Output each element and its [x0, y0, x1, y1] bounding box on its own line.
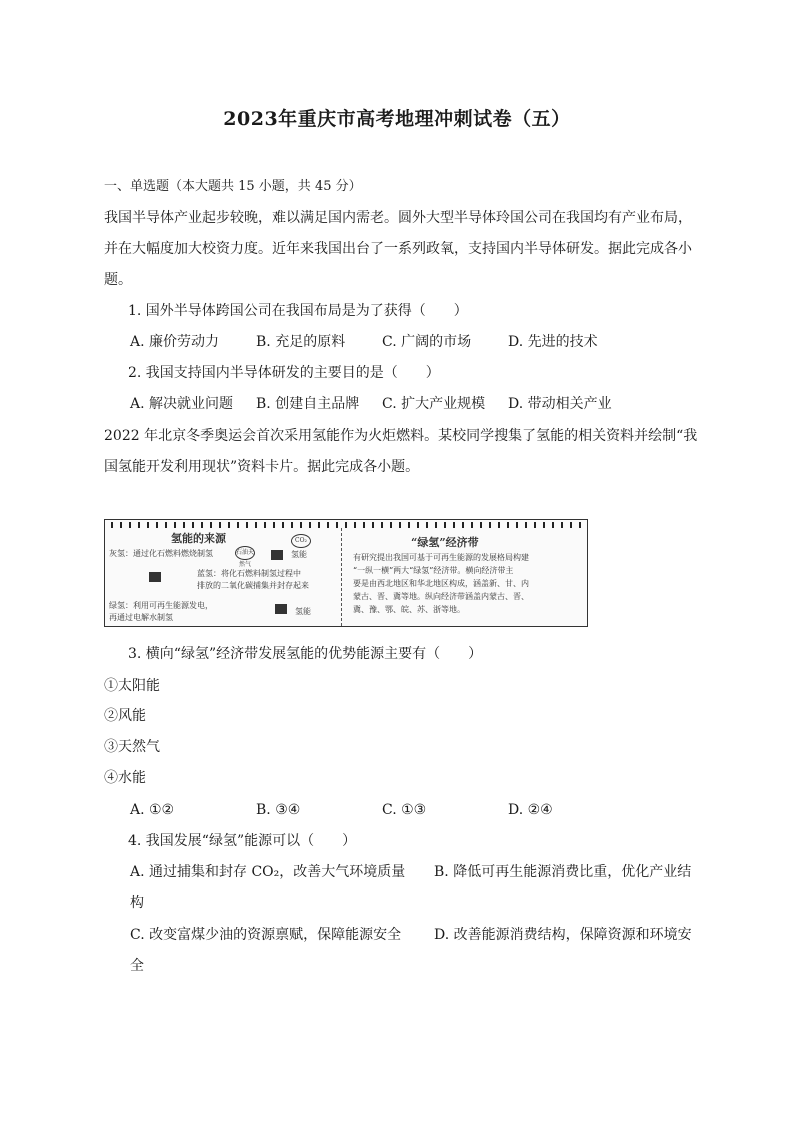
- question-3-stem: 3. 横向“绿氢”经济带发展氢能的优势能源主要有（ ）: [128, 646, 483, 662]
- passage-1-line-2: 并在大幅度加大校资力度。近年来我国出台了一系列政氧，支持国内半导体研发。据此完成各小: [104, 241, 692, 257]
- q3-option-a[interactable]: A. ①②: [130, 802, 175, 818]
- blue-hydrogen-text-1: 蓝氢：将化石燃料制氢过程中: [197, 569, 301, 578]
- q3-option-d[interactable]: D. ②④: [508, 802, 553, 818]
- q3-item-3: ③天然气: [104, 739, 160, 755]
- q4-option-c[interactable]: C. 改变富煤少油的资源禀赋，保障能源安全: [130, 927, 402, 943]
- question-3-options: [130, 800, 720, 820]
- q3-item-2: ②风能: [104, 708, 146, 724]
- passage-2-line-1: 2022 年北京冬季奥运会首次采用氢能作为火炬燃料。某校同学搜集了氢能的相关资料并绘制“我: [104, 428, 698, 444]
- passage-1-line-1: 我国半导体产业起步较晚，难以满足国内需老。圆外大型半导体玲国公司在我国均有产业布局，: [104, 210, 692, 226]
- green-hydrogen-belt-title: “绿氢”经济带: [411, 536, 479, 549]
- page-title: 2023年重庆市高考地理冲刺试卷（五）: [223, 108, 571, 130]
- question-4-stem: 4. 我国发展“绿氢”能源可以（ ）: [128, 833, 357, 849]
- section-heading: 一、单选题（本大题共 15 小题，共 45 分）: [104, 179, 362, 194]
- q2-option-d[interactable]: D. 带动相关产业: [508, 396, 612, 412]
- q1-option-d[interactable]: D. 先进的技术: [508, 334, 598, 350]
- q2-option-b[interactable]: B. 创建自主品牌: [256, 396, 360, 412]
- factory-icon: [271, 550, 283, 560]
- q3-option-b[interactable]: B. ③④: [256, 802, 301, 818]
- belt-text-line-1: 有研究提出我国可基于可再生能源的发展格局构建: [353, 553, 529, 562]
- hydrogen-label-1: 氢能: [291, 550, 307, 559]
- green-hydrogen-text-1: 绿氢：利用可再生能源发电，: [109, 601, 213, 610]
- green-hydrogen-text-2: 再通过电解水制氢: [109, 613, 173, 622]
- factory-icon-2: [149, 572, 161, 582]
- hydrogen-source-title: 氢能的来源: [171, 532, 226, 545]
- oil-gas-badge: 石油天然气: [235, 546, 255, 560]
- q4-option-b[interactable]: B. 降低可再生能源消费比重，优化产业结: [434, 864, 692, 880]
- hydrogen-info-card: [104, 519, 588, 627]
- q1-option-c[interactable]: C. 广阔的市场: [382, 334, 472, 350]
- hydrogen-source-panel: [105, 528, 342, 626]
- q3-item-4: ④水能: [104, 770, 146, 786]
- q1-option-a[interactable]: A. 廉价劳动力: [130, 334, 220, 350]
- question-2-options: [130, 394, 720, 414]
- question-1-options: [130, 332, 720, 352]
- belt-text-line-2: “一纵一横”两大“绿氢”经济带。横向经济带主: [353, 566, 514, 575]
- grey-hydrogen-text: 灰氢：通过化石燃料燃烧制氢: [109, 549, 213, 558]
- passage-2-line-2: 国氢能开发利用现状”资料卡片。据此完成各小题。: [104, 459, 420, 475]
- passage-1-line-3: 题。: [104, 272, 132, 288]
- question-2-stem: 2. 我国支持国内半导体研发的主要目的是（ ）: [128, 365, 440, 381]
- hydrogen-label-2: 氢能: [295, 607, 311, 616]
- factory-icon-3: [275, 604, 287, 614]
- q3-item-1: ①太阳能: [104, 678, 160, 694]
- q2-option-c[interactable]: C. 扩大产业规模: [382, 396, 486, 412]
- co2-badge: CO₂: [291, 534, 311, 548]
- q1-option-b[interactable]: B. 充足的原料: [256, 334, 346, 350]
- green-hydrogen-belt-panel: [345, 528, 587, 626]
- q4-option-a[interactable]: A. 通过捕集和封存 CO₂，改善大气环境质量: [130, 864, 406, 880]
- belt-text-line-4: 蒙古、晋、冀等地。纵向经济带涵盖内蒙古、晋、: [353, 592, 529, 601]
- question-1-stem: 1. 国外半导体跨国公司在我国布局是为了获得（ ）: [128, 303, 468, 319]
- belt-text-line-3: 要是由西北地区和华北地区构成，涵盖新、甘、内: [353, 579, 529, 588]
- q2-option-a[interactable]: A. 解决就业问题: [130, 396, 234, 412]
- q4-option-d-continued: 全: [130, 958, 144, 974]
- belt-text-line-5: 冀、豫、鄂、皖、苏、浙等地。: [353, 605, 465, 614]
- q4-option-b-continued: 构: [130, 895, 144, 911]
- q4-option-d[interactable]: D. 改善能源消费结构，保障资源和环境安: [434, 927, 692, 943]
- q3-option-c[interactable]: C. ①③: [382, 802, 427, 818]
- blue-hydrogen-text-2: 排放的二氧化碳捕集并封存起来: [197, 581, 309, 590]
